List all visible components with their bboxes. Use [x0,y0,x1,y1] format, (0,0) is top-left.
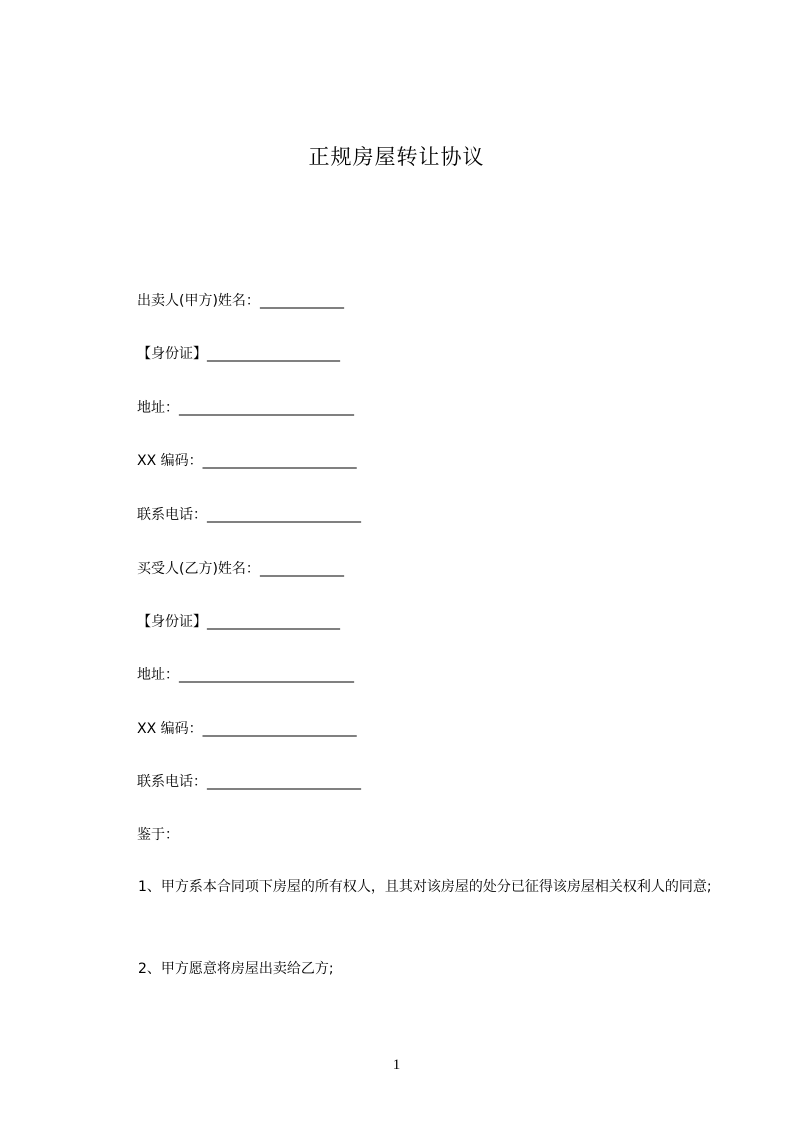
whereas-label: 鉴于： [137,827,179,843]
buyer-id-blank: ___________________ [207,614,340,630]
seller-address-blank: _________________________ [179,400,354,416]
buyer-phone-label: 联系电话： [137,774,207,790]
seller-phone-label: 联系电话： [137,507,207,523]
seller-code-label: XX 编码： [137,453,203,469]
seller-phone-line [137,505,361,525]
seller-phone-blank: ______________________ [207,507,361,523]
seller-code-blank: ______________________ [202,453,357,469]
buyer-code-line [137,719,357,739]
seller-id-line [137,344,340,364]
buyer-id-label: 【身份证】 [137,614,207,630]
clause-2: 2、甲方愿意将房屋出卖给乙方; [138,961,334,977]
buyer-name-line [137,559,344,579]
seller-address-line [137,398,354,418]
seller-name-line [137,291,344,311]
buyer-address-label: 地址： [137,667,179,683]
seller-id-label: 【身份证】 [137,346,207,362]
page-number: 1 [392,1057,401,1073]
buyer-phone-line [137,772,361,792]
buyer-id-line [137,612,340,632]
buyer-address-blank: _________________________ [179,667,354,683]
seller-name-blank: ____________ [259,293,344,309]
buyer-address-line [137,665,354,685]
seller-id-blank: ___________________ [207,346,340,362]
buyer-name-label: 买受人(乙方)姓名： [137,561,260,577]
buyer-code-label: XX 编码： [137,721,203,737]
buyer-phone-blank: ______________________ [207,774,361,790]
seller-name-label: 出卖人(甲方)姓名： [137,293,260,309]
seller-address-label: 地址： [137,400,179,416]
clause-1: 1、甲方系本合同项下房屋的所有权人，且其对该房屋的处分已征得该房屋相关权利人的同意; [138,879,712,895]
document-title: 正规房屋转让协议 [308,145,485,169]
buyer-code-blank: ______________________ [202,721,357,737]
seller-code-line [137,451,357,471]
buyer-name-blank: ____________ [259,561,344,577]
